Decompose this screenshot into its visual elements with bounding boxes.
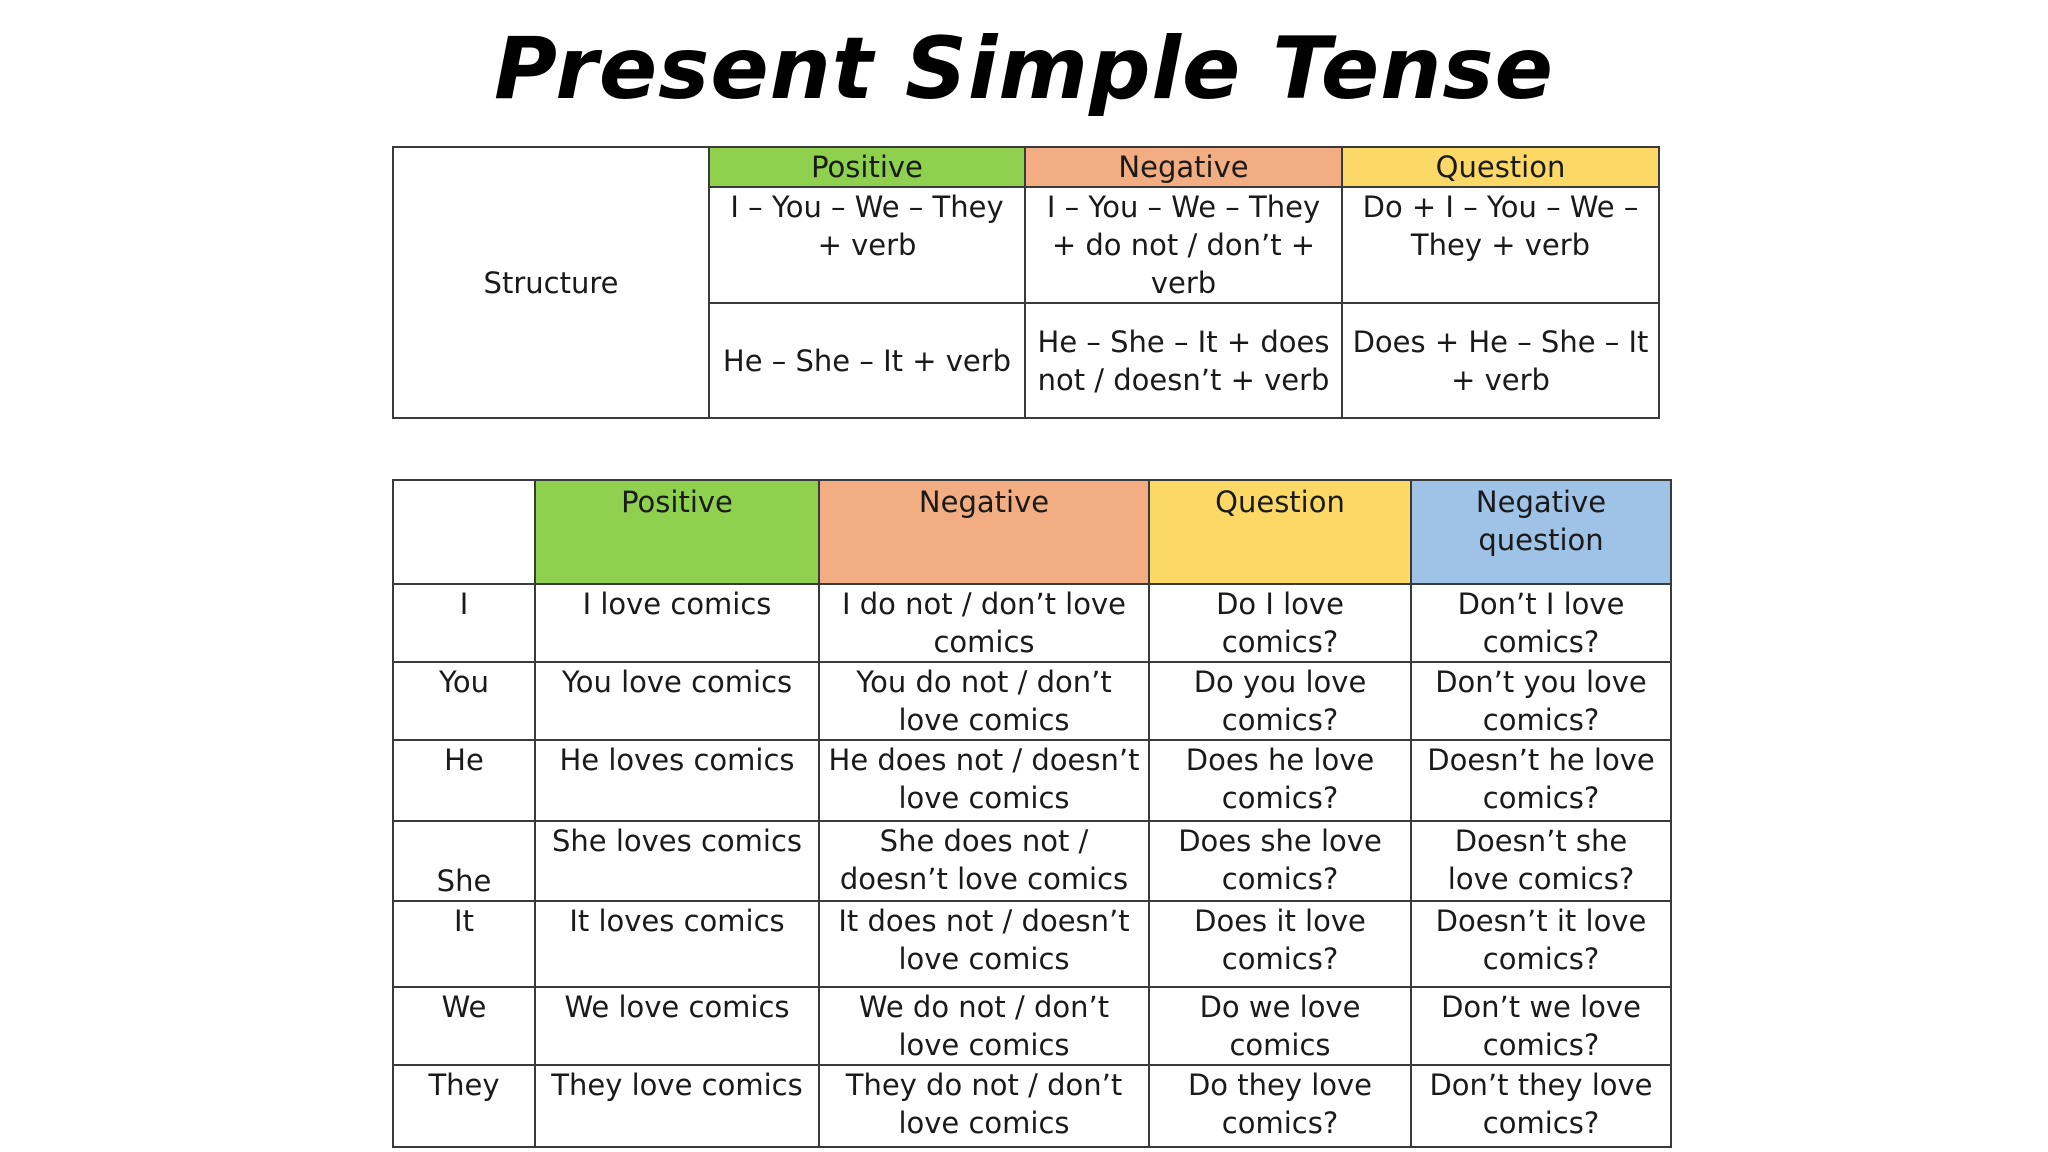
negative-question-cell: Doesn’t it love comics? — [1411, 901, 1671, 987]
negative-cell: We do not / don’t love comics — [819, 987, 1149, 1065]
pronoun-cell: You — [393, 662, 535, 740]
structure-row-label: Structure — [393, 147, 709, 418]
positive-cell: He loves comics — [535, 740, 819, 821]
question-cell: Do they love comics? — [1149, 1065, 1411, 1147]
structure-cell-positive: He – She – It + verb — [709, 303, 1025, 418]
pronoun-cell: They — [393, 1065, 535, 1147]
negative-cell: She does not / doesn’t love comics — [819, 821, 1149, 901]
structure-header-row — [393, 147, 1659, 187]
table-row — [393, 1065, 1671, 1147]
pronoun-cell: She — [393, 821, 535, 901]
positive-cell: I love comics — [535, 584, 819, 662]
examples-header-empty — [393, 480, 535, 584]
examples-header-positive: Positive — [535, 480, 819, 584]
negative-question-cell: Don’t they love comics? — [1411, 1065, 1671, 1147]
structure-header-negative: Negative — [1025, 147, 1342, 187]
pronoun-cell: It — [393, 901, 535, 987]
table-row — [393, 584, 1671, 662]
structure-cell-negative: I – You – We – They + do not / don’t + verb — [1025, 187, 1342, 303]
table-row — [393, 901, 1671, 987]
positive-cell: She loves comics — [535, 821, 819, 901]
positive-cell: They love comics — [535, 1065, 819, 1147]
question-cell: Do we love comics — [1149, 987, 1411, 1065]
negative-question-cell: Don’t we love comics? — [1411, 987, 1671, 1065]
structure-table — [392, 146, 1660, 419]
negative-cell: He does not / doesn’t love comics — [819, 740, 1149, 821]
pronoun-cell: He — [393, 740, 535, 821]
positive-cell: We love comics — [535, 987, 819, 1065]
question-cell: Does he love comics? — [1149, 740, 1411, 821]
question-cell: Does she love comics? — [1149, 821, 1411, 901]
negative-question-cell: Don’t you love comics? — [1411, 662, 1671, 740]
examples-header-question: Question — [1149, 480, 1411, 584]
negative-cell: It does not / doesn’t love comics — [819, 901, 1149, 987]
pronoun-cell: We — [393, 987, 535, 1065]
negative-question-cell: Doesn’t she love comics? — [1411, 821, 1671, 901]
structure-header-question: Question — [1342, 147, 1659, 187]
negative-cell: They do not / don’t love comics — [819, 1065, 1149, 1147]
examples-header-negative: Negative — [819, 480, 1149, 584]
structure-cell-positive: I – You – We – They + verb — [709, 187, 1025, 303]
negative-cell: I do not / don’t love comics — [819, 584, 1149, 662]
page-title: Present Simple Tense — [494, 19, 1554, 119]
structure-cell-question: Do + I – You – We – They + verb — [1342, 187, 1659, 303]
positive-cell: It loves comics — [535, 901, 819, 987]
question-cell: Do you love comics? — [1149, 662, 1411, 740]
table-row — [393, 740, 1671, 821]
table-row — [393, 662, 1671, 740]
question-cell: Does it love comics? — [1149, 901, 1411, 987]
positive-cell: You love comics — [535, 662, 819, 740]
table-row — [393, 987, 1671, 1065]
structure-header-positive: Positive — [709, 147, 1025, 187]
table-row — [393, 821, 1671, 901]
structure-cell-question: Does + He – She – It + verb — [1342, 303, 1659, 418]
question-cell: Do I love comics? — [1149, 584, 1411, 662]
examples-table — [392, 479, 1672, 1148]
negative-question-cell: Don’t I love comics? — [1411, 584, 1671, 662]
examples-header-row — [393, 480, 1671, 584]
negative-cell: You do not / don’t love comics — [819, 662, 1149, 740]
structure-cell-negative: He – She – It + does not / doesn’t + verb — [1025, 303, 1342, 418]
pronoun-cell: I — [393, 584, 535, 662]
negative-question-cell: Doesn’t he love comics? — [1411, 740, 1671, 821]
examples-header-negative-question: Negative question — [1411, 480, 1671, 584]
